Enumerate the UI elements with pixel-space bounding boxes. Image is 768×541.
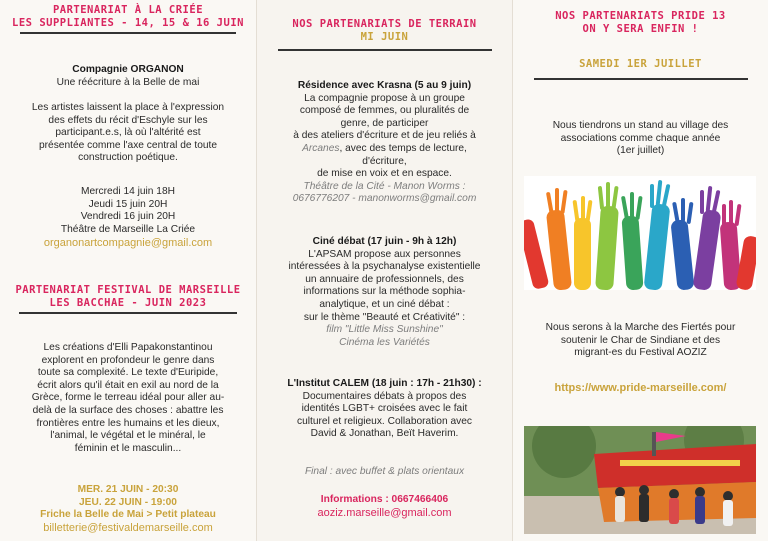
email-organon[interactable]: organonartcompagnie@gmail.com	[43, 237, 213, 250]
section-institut-calem: L'Institut CALEM (18 juin : 17h - 21h30) : Documentaires débats à propos des identités LGBT+ croisées avec le fait culturel et religieux. Collaboration avec David & Jonathan, Beït Haverim.	[287, 378, 482, 440]
venue-friche: Friche la Belle de Mai > Petit plateau	[40, 509, 216, 521]
schedule-suppliantes: Mercredi 14 juin 18H Jeudi 15 juin 20H Vendredi 16 juin 20H Théâtre de Marseille La Criée organonartcompagnie@gmail.com	[0, 186, 256, 250]
schedule-bacchae: MER. 21 JUIN - 20:30 JEU. 22 JUIN - 19:00 Friche la Belle de Mai > Petit plateau billetterie@festivaldemarseille.com	[0, 484, 256, 534]
pride-link[interactable]: https://www.pride-marseille.com/	[554, 382, 727, 394]
title-festival-marseille: PARTENARIAT FESTIVAL DE MARSEILLE	[15, 284, 241, 296]
title-partenariats-terrain: NOS PARTENARIATS DE TERRAIN	[292, 18, 477, 30]
title-partenariat-criee: PARTENARIAT À LA CRIÉE	[52, 4, 204, 16]
text-marche: Nous serons à la Marche des Fiertés pour soutenir le Char de Sindiane et des migrant-es du Festival AOZIZ	[545, 322, 736, 359]
email-aoziz[interactable]: aoziz.marseille@gmail.com	[317, 506, 452, 519]
divider	[534, 78, 748, 80]
title-les-suppliantes: LES SUPPLIANTES - 14, 15 & 16 JUIN	[12, 17, 244, 29]
description-bacchae: Les créations d'Elli Papakonstantinou explorent en profondeur le genre dans toute sa complexité. Le texte d'Euripide, écrit alors qu'il était en exil au nord de la Grèce, forme le terreau idéal pour aller au- delà de la surface des choses : abattre les frontières entre les humains et les dieux, l'animal, le végétal et le minéral, le féminin et le masculin...	[31, 342, 225, 454]
description-suppliantes: Les artistes laissent la place à l'expression des effets du récit d'Eschyle sur les participant.e.s, là où l'altérité est présentée comme l'axe central de toute construction poétique.	[31, 102, 225, 164]
divider	[19, 312, 237, 314]
date-samedi: SAMEDI 1ER JUILLET	[579, 58, 702, 70]
section-cine-debat: Ciné débat (17 juin - 9h à 12h) L'APSAM propose aux personnes intéressées à la psychanalyse existentielle un annuaire de professionnels, des informations sur la méthode sophia- analytique, et un ciné débat : sur le thème "Beauté et Créativité" : film "Little Miss Sunshine" Cinéma les Variétés	[288, 236, 481, 348]
text-stand: Nous tiendrons un stand au village des associations comme chaque année (1er juillet)	[552, 120, 729, 157]
company-name: Compagnie ORGANON	[72, 64, 184, 75]
venue-criee: Théâtre de Marseille La Criée	[60, 223, 196, 235]
divider	[278, 49, 492, 51]
title-les-bacchae: LES BACCHAE - JUIN 2023	[49, 297, 207, 309]
informations-phone: Informations : 0667466406	[320, 494, 449, 505]
pride-march-photo	[524, 426, 756, 534]
raised-hands-image	[524, 176, 756, 290]
section-residence-krasna: Résidence avec Krasna (5 au 9 juin) La compagnie propose à un groupe composé de femmes, ou pluralités de genre, de participer à des ateliers d'écriture et de jeu reliés à Arcanes, avec des temps de lecture, d'écriture, de mise en voix et en espace. Théâtre de la Cité - Manon Worms : 0676776207 - manonworms@gmail.com	[292, 80, 477, 205]
email-festival[interactable]: billetterie@festivaldemarseille.com	[43, 521, 213, 534]
title-mi-juin: MI JUIN	[360, 31, 409, 43]
divider	[20, 32, 236, 34]
company-subtitle: Une réécriture à la Belle de mai	[56, 76, 200, 88]
title-pride-13: NOS PARTENARIATS PRIDE 13	[555, 10, 726, 22]
final-note: Final : avec buffet & plats orientaux	[304, 466, 465, 477]
title-on-y-sera: ON Y SERA ENFIN !	[582, 23, 699, 35]
column-la-criee	[0, 0, 256, 541]
column-partenariats-terrain	[256, 0, 512, 541]
